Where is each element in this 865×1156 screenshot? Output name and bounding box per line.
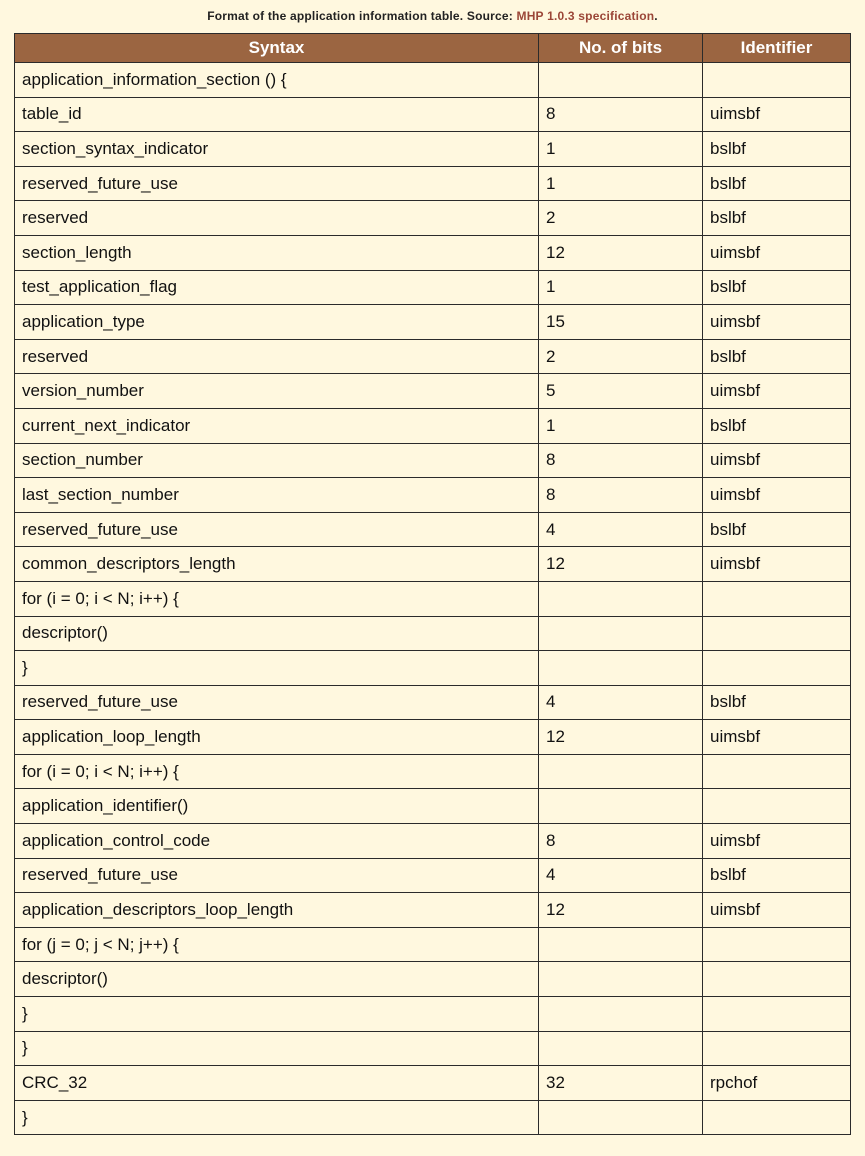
table-row — [15, 478, 851, 513]
table-caption — [0, 9, 865, 23]
caption-suffix: . — [654, 9, 658, 23]
table-row — [15, 339, 851, 374]
identifier-cell: uimsbf — [703, 893, 851, 928]
table-row — [15, 305, 851, 340]
syntax-cell: table_id — [15, 97, 539, 132]
table-row — [15, 962, 851, 997]
table-row — [15, 789, 851, 824]
bits-cell — [539, 1100, 703, 1135]
header-no-of-bits: No. of bits — [539, 34, 703, 63]
table-row — [15, 997, 851, 1032]
source-link[interactable]: MHP 1.0.3 specification — [516, 9, 655, 23]
syntax-cell: for (i = 0; i < N; i++) { — [15, 754, 539, 789]
syntax-cell: test_application_flag — [15, 270, 539, 305]
syntax-cell: CRC_32 — [15, 1066, 539, 1101]
bits-cell: 2 — [539, 339, 703, 374]
table-row — [15, 858, 851, 893]
syntax-cell: current_next_indicator — [15, 408, 539, 443]
identifier-cell: uimsbf — [703, 443, 851, 478]
identifier-cell: bslbf — [703, 339, 851, 374]
table-row — [15, 651, 851, 686]
identifier-cell — [703, 754, 851, 789]
identifier-cell — [703, 616, 851, 651]
identifier-cell — [703, 1100, 851, 1135]
syntax-cell: application_information_section () { — [15, 63, 539, 98]
syntax-cell: application_identifier() — [15, 789, 539, 824]
bits-cell — [539, 63, 703, 98]
bits-cell: 12 — [539, 720, 703, 755]
table-row — [15, 374, 851, 409]
bits-cell — [539, 616, 703, 651]
table-row — [15, 616, 851, 651]
syntax-cell: reserved_future_use — [15, 512, 539, 547]
identifier-cell: bslbf — [703, 201, 851, 236]
syntax-cell: last_section_number — [15, 478, 539, 513]
identifier-cell — [703, 651, 851, 686]
identifier-cell: bslbf — [703, 858, 851, 893]
table-row — [15, 1100, 851, 1135]
table-row — [15, 443, 851, 478]
table-row — [15, 408, 851, 443]
identifier-cell: rpchof — [703, 1066, 851, 1101]
bits-cell: 1 — [539, 270, 703, 305]
identifier-cell — [703, 997, 851, 1032]
syntax-cell: reserved — [15, 201, 539, 236]
table-row — [15, 63, 851, 98]
bits-cell — [539, 962, 703, 997]
syntax-cell: } — [15, 1100, 539, 1135]
identifier-cell: bslbf — [703, 408, 851, 443]
identifier-cell: uimsbf — [703, 720, 851, 755]
bits-cell: 4 — [539, 685, 703, 720]
table-body — [15, 63, 851, 1135]
table-row — [15, 235, 851, 270]
bits-cell: 12 — [539, 235, 703, 270]
syntax-cell: descriptor() — [15, 616, 539, 651]
bits-cell — [539, 1031, 703, 1066]
identifier-cell — [703, 581, 851, 616]
identifier-cell: uimsbf — [703, 478, 851, 513]
identifier-cell — [703, 962, 851, 997]
syntax-cell: reserved — [15, 339, 539, 374]
bits-cell: 1 — [539, 166, 703, 201]
bits-cell: 1 — [539, 132, 703, 167]
identifier-cell: uimsbf — [703, 824, 851, 859]
identifier-cell: uimsbf — [703, 235, 851, 270]
syntax-cell: } — [15, 1031, 539, 1066]
bits-cell — [539, 789, 703, 824]
bits-cell — [539, 927, 703, 962]
application-information-table — [14, 33, 851, 1135]
table-row — [15, 581, 851, 616]
bits-cell: 8 — [539, 478, 703, 513]
bits-cell: 5 — [539, 374, 703, 409]
table-row — [15, 512, 851, 547]
table-row — [15, 754, 851, 789]
table-row — [15, 201, 851, 236]
syntax-cell: } — [15, 651, 539, 686]
syntax-cell: version_number — [15, 374, 539, 409]
identifier-cell: uimsbf — [703, 547, 851, 582]
identifier-cell: uimsbf — [703, 305, 851, 340]
table-row — [15, 1031, 851, 1066]
syntax-cell: common_descriptors_length — [15, 547, 539, 582]
identifier-cell — [703, 63, 851, 98]
syntax-cell: } — [15, 997, 539, 1032]
syntax-cell: reserved_future_use — [15, 166, 539, 201]
identifier-cell: uimsbf — [703, 374, 851, 409]
bits-cell — [539, 581, 703, 616]
bits-cell: 2 — [539, 201, 703, 236]
header-syntax: Syntax — [15, 34, 539, 63]
table-row — [15, 547, 851, 582]
syntax-cell: descriptor() — [15, 962, 539, 997]
bits-cell: 8 — [539, 97, 703, 132]
identifier-cell: bslbf — [703, 685, 851, 720]
syntax-cell: application_type — [15, 305, 539, 340]
table-row — [15, 824, 851, 859]
bits-cell: 1 — [539, 408, 703, 443]
table-row — [15, 132, 851, 167]
syntax-cell: for (j = 0; j < N; j++) { — [15, 927, 539, 962]
identifier-cell — [703, 1031, 851, 1066]
syntax-cell: reserved_future_use — [15, 685, 539, 720]
bits-cell: 15 — [539, 305, 703, 340]
identifier-cell: bslbf — [703, 270, 851, 305]
syntax-cell: application_descriptors_loop_length — [15, 893, 539, 928]
syntax-cell: reserved_future_use — [15, 858, 539, 893]
bits-cell — [539, 754, 703, 789]
table-row — [15, 166, 851, 201]
bits-cell: 4 — [539, 512, 703, 547]
table-row — [15, 893, 851, 928]
bits-cell — [539, 997, 703, 1032]
identifier-cell — [703, 789, 851, 824]
identifier-cell: bslbf — [703, 166, 851, 201]
syntax-cell: section_length — [15, 235, 539, 270]
syntax-cell: application_control_code — [15, 824, 539, 859]
caption-text: Format of the application information table. Source: — [207, 9, 513, 23]
table-row — [15, 927, 851, 962]
table-row — [15, 97, 851, 132]
table-header-row — [15, 34, 851, 63]
bits-cell: 8 — [539, 824, 703, 859]
bits-cell: 12 — [539, 547, 703, 582]
identifier-cell — [703, 927, 851, 962]
header-identifier: Identifier — [703, 34, 851, 63]
table-row — [15, 720, 851, 755]
identifier-cell: bslbf — [703, 512, 851, 547]
identifier-cell: uimsbf — [703, 97, 851, 132]
table-row — [15, 270, 851, 305]
syntax-cell: section_syntax_indicator — [15, 132, 539, 167]
syntax-cell: application_loop_length — [15, 720, 539, 755]
table-row — [15, 685, 851, 720]
syntax-cell: section_number — [15, 443, 539, 478]
bits-cell — [539, 651, 703, 686]
bits-cell: 4 — [539, 858, 703, 893]
table-row — [15, 1066, 851, 1101]
bits-cell: 12 — [539, 893, 703, 928]
bits-cell: 8 — [539, 443, 703, 478]
syntax-cell: for (i = 0; i < N; i++) { — [15, 581, 539, 616]
identifier-cell: bslbf — [703, 132, 851, 167]
bits-cell: 32 — [539, 1066, 703, 1101]
